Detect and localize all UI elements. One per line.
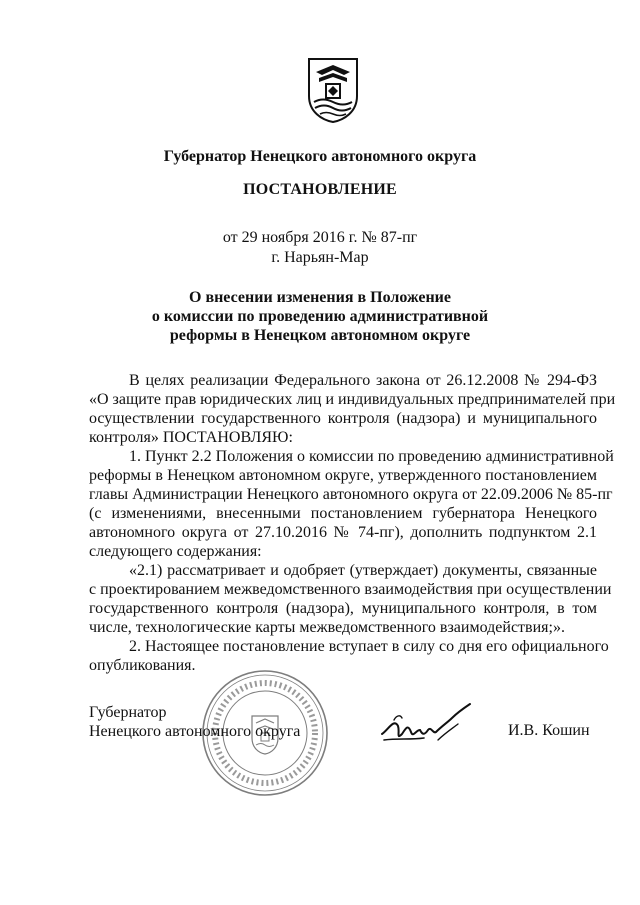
coat-of-arms-icon bbox=[306, 56, 360, 124]
text-line: главы Администрации Ненецкого автономного округа от 22.09.2006 № 85-пг bbox=[89, 486, 613, 503]
text-line: (с изменениями, внесенными постановлением губернатора Ненецкого bbox=[89, 505, 597, 522]
text-line: В целях реализации Федерального закона от 26.12.2008 № 294-ФЗ bbox=[129, 372, 597, 389]
text-line: осуществлении государственного контроля (надзора) и муниципального bbox=[89, 410, 597, 427]
subject-line: реформы в Ненецком автономном округе bbox=[169, 327, 471, 344]
subject-line: о комиссии по проведению административной bbox=[151, 308, 489, 325]
text-line: государственного контроля (надзора), муниципального контроля, в том bbox=[89, 600, 597, 617]
clause-1-paragraph bbox=[89, 447, 614, 561]
signer-name: И.В. Кошин bbox=[508, 722, 590, 739]
text-line: 1. Пункт 2.2 Положения о комиссии по проведению административной bbox=[129, 448, 614, 465]
place: г. Нарьян-Мар bbox=[271, 249, 369, 266]
text-line: «2.1) рассматривает и одобряет (утверждает) документы, связанные bbox=[129, 562, 597, 579]
document-body bbox=[89, 371, 616, 675]
text-line: 2. Настоящее постановление вступает в силу со дня его официального bbox=[129, 638, 609, 655]
signer-position bbox=[89, 703, 300, 741]
text-line: следующего содержания: bbox=[89, 543, 262, 560]
text-line: контроля» ПОСТАНОВЛЯЮ: bbox=[89, 429, 293, 446]
preamble-paragraph bbox=[89, 371, 616, 447]
issuer-title: Губернатор Ненецкого автономного округа bbox=[163, 148, 477, 165]
text-line: «О защите прав юридических лиц и индивидуальных предпринимателей при bbox=[89, 391, 616, 408]
text-line: автономного округа от 27.10.2016 № 74-пг), дополнить подпунктом 2.1 bbox=[89, 524, 597, 541]
subject-line: О внесении изменения в Положение bbox=[189, 289, 451, 306]
handwritten-signature bbox=[378, 700, 474, 756]
text-line: опубликования. bbox=[89, 657, 196, 674]
quoted-subclause-paragraph bbox=[89, 561, 612, 637]
signer-position-line: Ненецкого автономного округа bbox=[89, 723, 301, 740]
document-type: ПОСТАНОВЛЕНИЕ bbox=[243, 181, 397, 198]
document-subject bbox=[0, 288, 640, 345]
clause-2-paragraph bbox=[89, 637, 609, 675]
text-line: с проектированием межведомственного взаимодействия при осуществлении bbox=[89, 581, 612, 598]
date-and-number: от 29 ноября 2016 г. № 87-пг bbox=[222, 229, 418, 246]
text-line: числе, технологические карты межведомственного взаимодействия;». bbox=[89, 619, 565, 636]
signer-position-line: Губернатор bbox=[89, 704, 167, 721]
text-line: реформы в Ненецком автономном округе, утвержденного постановлением bbox=[89, 467, 597, 484]
